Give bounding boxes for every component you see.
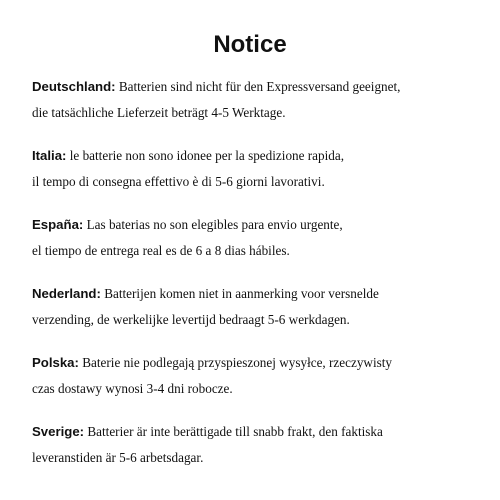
notice-text: le batterie non sono idonee per la spedizione rapida, <box>66 148 345 163</box>
notice-text: Batterijen komen niet in aanmerking voor versnelde <box>100 286 379 301</box>
notice-second-line: die tatsächliche Lieferzeit beträgt 4-5 Werktage. <box>32 105 286 120</box>
notice-second-line: il tempo di consegna effettivo è di 5-6 giorni lavorativi. <box>32 174 325 189</box>
notice-espana <box>32 212 482 264</box>
country-label: Deutschland: <box>32 79 116 94</box>
notice-nederland <box>32 281 482 333</box>
country-label: Polska: <box>32 355 79 370</box>
country-label: Italia: <box>32 148 67 163</box>
page-title: Notice <box>213 31 287 58</box>
notice-text: Batterier är inte berättigade till snabb frakt, den faktiska <box>84 424 383 439</box>
notice-first-line <box>32 419 482 445</box>
notice-text: Baterie nie podlegają przyspieszonej wysyłce, rzeczywisty <box>78 355 393 370</box>
country-label: España: <box>32 217 84 232</box>
notice-italia <box>32 143 482 195</box>
country-label: Sverige: <box>32 424 85 439</box>
notice-first-line <box>32 350 482 376</box>
notice-polska <box>32 350 482 402</box>
notice-first-line <box>32 74 482 100</box>
notice-first-line <box>32 143 482 169</box>
notice-sverige <box>32 419 482 471</box>
notice-second-line: czas dostawy wynosi 3-4 dni robocze. <box>32 381 233 396</box>
notice-first-line <box>32 212 482 238</box>
country-label: Nederland: <box>32 286 101 301</box>
notice-list <box>32 74 482 471</box>
notice-second-line: leveranstiden är 5-6 arbetsdagar. <box>32 450 204 465</box>
notice-second-line: el tiempo de entrega real es de 6 a 8 dias hábiles. <box>32 243 290 258</box>
notice-first-line <box>32 281 482 307</box>
notice-second-line: verzending, de werkelijke levertijd bedraagt 5-6 werkdagen. <box>32 312 350 327</box>
notice-text: Batterien sind nicht für den Expressversand geeignet, <box>115 79 401 94</box>
notice-text: Las baterias no son elegibles para envio urgente, <box>83 217 343 232</box>
notice-deutschland <box>32 74 482 126</box>
